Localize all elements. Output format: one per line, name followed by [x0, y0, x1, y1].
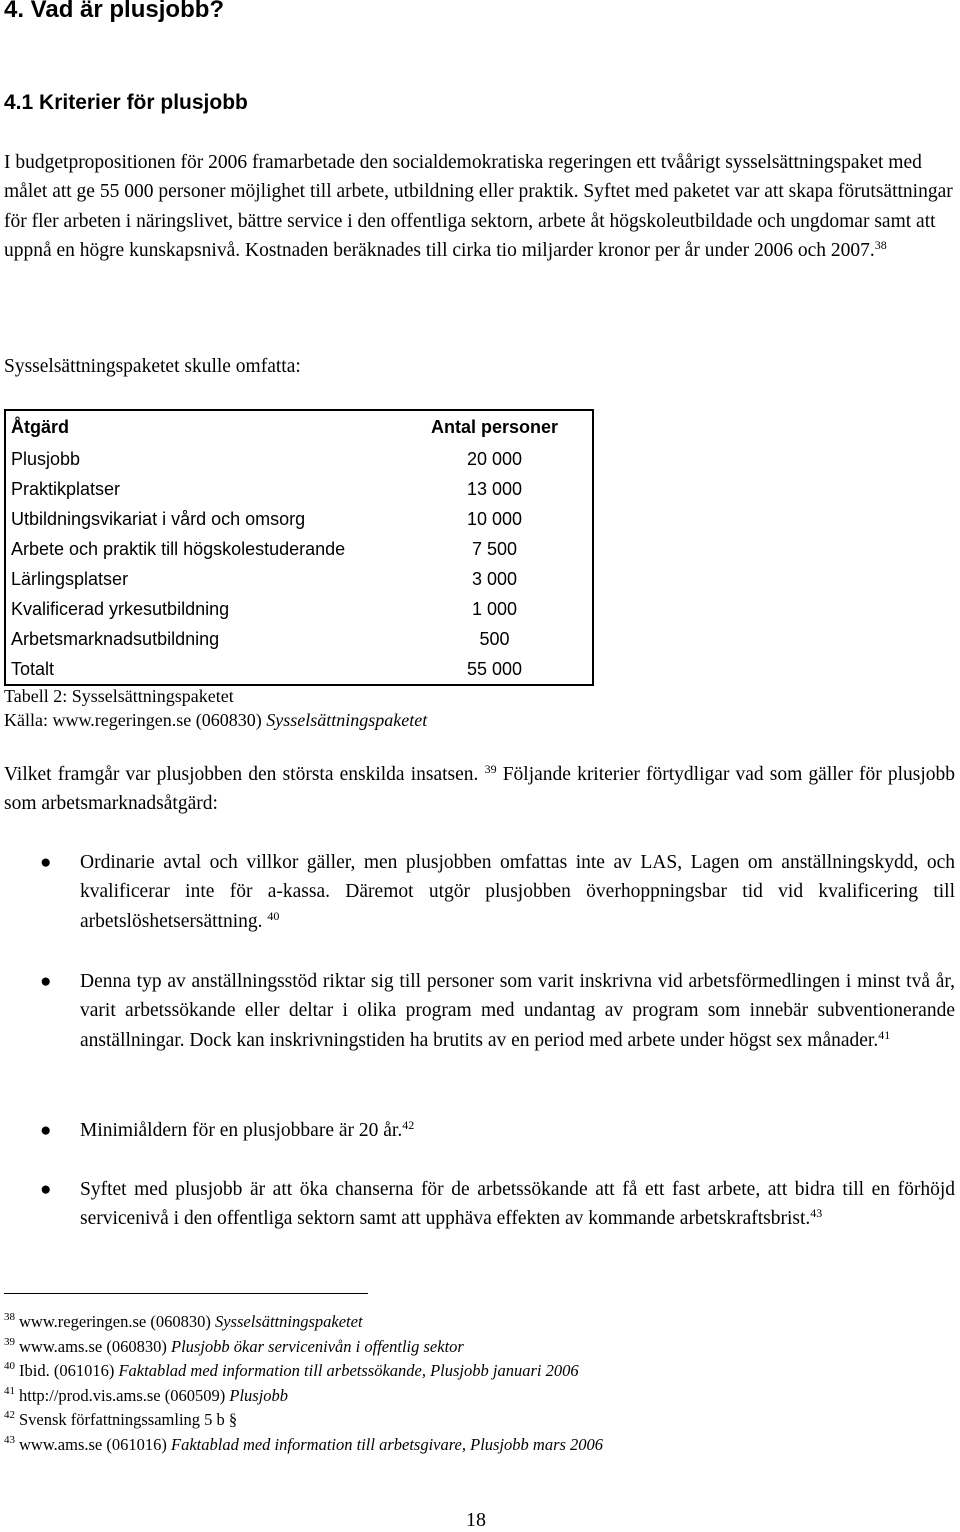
- footnote-title: Plusjobb ökar servicenivån i offentlig sektor: [171, 1336, 464, 1356]
- row-value: 10 000: [466, 508, 523, 529]
- footnote-ref[interactable]: 38: [874, 237, 887, 252]
- footnote-number: 39: [4, 1335, 15, 1348]
- row-value: 55 000: [466, 658, 523, 679]
- footnote-ref[interactable]: 43: [810, 1206, 823, 1221]
- source-title: Sysselsättningspaketet: [266, 710, 428, 730]
- intro-text: I budgetpropositionen för 2006 framarbetade den socialdemokratiska regeringen ett tvåårigt sysselsättningspaket med målet att ge 55 000 personer möjlighet till arbete, utbildning eller praktik. Syftet med paketet var att skapa förutsättningar för fler arbeten i näringslivet, bättre service i den offentliga sektorn, arbete åt högskoleutbildade och ungdomar samt att uppnå en högre kunskapsnivå. Kostnaden beräknades till cirka tio miljarder kronor per år under 2006 och 2007.: [4, 152, 953, 261]
- footnote-text: www.ams.se (060830): [19, 1336, 171, 1356]
- row-value: 1 000: [471, 598, 518, 619]
- table-row-total: [5, 654, 593, 685]
- row-label: Arbetsmarknadsutbildning: [11, 628, 220, 649]
- row-label: Plusjobb: [11, 448, 81, 469]
- footnote-ref[interactable]: 42: [402, 1118, 415, 1132]
- list-item-text: Minimiåldern för en plusjobbare är 20 år.: [80, 1120, 403, 1141]
- footnote-number: 42: [4, 1409, 15, 1421]
- table-row: [5, 594, 593, 624]
- list-item: [40, 967, 955, 1055]
- footnote-text: http://prod.vis.ams.se (060509): [19, 1385, 230, 1405]
- footnote-number: 38: [4, 1311, 15, 1323]
- row-label: Lärlingsplatser: [11, 568, 129, 589]
- table-row: [5, 504, 593, 534]
- table-source: [4, 708, 427, 732]
- footnote-number: 41: [4, 1384, 15, 1397]
- footnote-number: 40: [4, 1360, 15, 1372]
- criteria-intro-paragraph: [4, 760, 955, 819]
- list-item: [40, 1116, 955, 1145]
- footnote: [4, 1310, 603, 1335]
- row-label: Totalt: [11, 658, 55, 679]
- footnote-number: 43: [4, 1433, 15, 1446]
- list-item: [40, 1175, 955, 1234]
- footnote-text: www.regeringen.se (060830): [19, 1312, 215, 1331]
- footnote-divider: [4, 1293, 368, 1294]
- row-value: 500: [479, 628, 510, 649]
- criteria-intro-text-a: Vilket framgår var plusjobben den största enskilda insatsen.: [4, 764, 479, 785]
- footnote-text: www.ams.se (061016): [19, 1434, 171, 1454]
- bullet-icon: ●: [40, 852, 52, 873]
- footnote-title: Faktablad med information till arbetssökande, Plusjobb januari 2006: [118, 1361, 579, 1380]
- page-number: 18: [466, 1509, 486, 1531]
- row-label: Praktikplatser: [11, 478, 121, 499]
- row-value: 3 000: [471, 568, 518, 589]
- footnote-title: Sysselsättningspaketet: [214, 1312, 363, 1331]
- footnote-text: Svensk författningssamling 5 b §: [19, 1410, 238, 1429]
- table-caption: Tabell 2: Sysselsättningspaketet: [4, 686, 234, 706]
- list-item-text: Syftet med plusjobb är att öka chanserna för de arbetssökande att få ett fast arbete, att bidra till en förhöjd servicenivå i den offentliga sektorn samt att upphäva effekten av kommande arbetskraftsbrist.: [80, 1179, 955, 1230]
- row-value: 7 500: [471, 538, 518, 559]
- criteria-intro-text-b: Följande kriterier förtydligar vad som gäller för plusjobb som arbetsmarknadsåtgärd:: [4, 764, 955, 815]
- section-heading: 4.1 Kriterier för plusjobb: [4, 91, 248, 114]
- row-label: Arbete och praktik till högskolestuderande: [11, 538, 346, 559]
- source-text: Källa: www.regeringen.se (060830): [4, 710, 267, 730]
- bullet-icon: ●: [40, 1179, 52, 1200]
- row-value: 20 000: [466, 448, 523, 469]
- footnote-title: Faktablad med information till arbetsgivare, Plusjobb mars 2006: [171, 1434, 604, 1454]
- footnote: [4, 1335, 603, 1360]
- bullet-icon: ●: [40, 971, 52, 992]
- chapter-heading: 4. Vad är plusjobb?: [4, 0, 225, 23]
- footnote-ref[interactable]: 39: [484, 762, 497, 776]
- intro-paragraph: [4, 148, 956, 265]
- footnote-title: Plusjobb: [229, 1385, 289, 1405]
- list-item-text: Ordinarie avtal och villkor gäller, men plusjobben omfattas inte av LAS, Lagen om anställningskydd, och kvalificerar inte för a-kassa. Däremot utgör plusjobben överhoppningsbar tid vid kvalificering till arbetslöshetsersättning.: [80, 852, 955, 932]
- column-header-persons: Antal personer: [430, 417, 559, 437]
- footnote-list: [4, 1310, 603, 1457]
- row-label: Utbildningsvikariat i vård och omsorg: [11, 508, 306, 529]
- table-row: [5, 624, 593, 654]
- table-row: [5, 534, 593, 564]
- row-value: 13 000: [466, 478, 523, 499]
- table-intro-paragraph: Sysselsättningspaketet skulle omfatta:: [4, 356, 301, 377]
- list-item-text: Denna typ av anställningsstöd riktar sig till personer som varit inskrivna vid arbetsförmedlingen i minst två år, varit arbetssökande eller deltar i olika program med undantag av program som innebär subventionerande anställningar. Dock kan inskrivningstiden ha brutits av en period med arbete under högst sex månader.: [80, 971, 955, 1051]
- footnote-ref[interactable]: 40: [267, 908, 280, 923]
- bullet-icon: ●: [40, 1120, 52, 1141]
- table-row: [5, 444, 593, 474]
- footnote-text: Ibid. (061016): [19, 1361, 119, 1380]
- footnote-ref[interactable]: 41: [878, 1027, 891, 1042]
- footnote: [4, 1433, 603, 1458]
- list-item: [40, 848, 955, 936]
- table-row: [5, 564, 593, 594]
- table-row: [5, 474, 593, 504]
- footnote: [4, 1359, 603, 1384]
- row-label: Kvalificerad yrkesutbildning: [11, 598, 230, 619]
- package-table: [4, 409, 594, 686]
- footnote: [4, 1384, 603, 1409]
- footnote: [4, 1408, 603, 1433]
- column-header-measure: Åtgärd: [11, 417, 69, 437]
- table-header-row: [5, 410, 593, 444]
